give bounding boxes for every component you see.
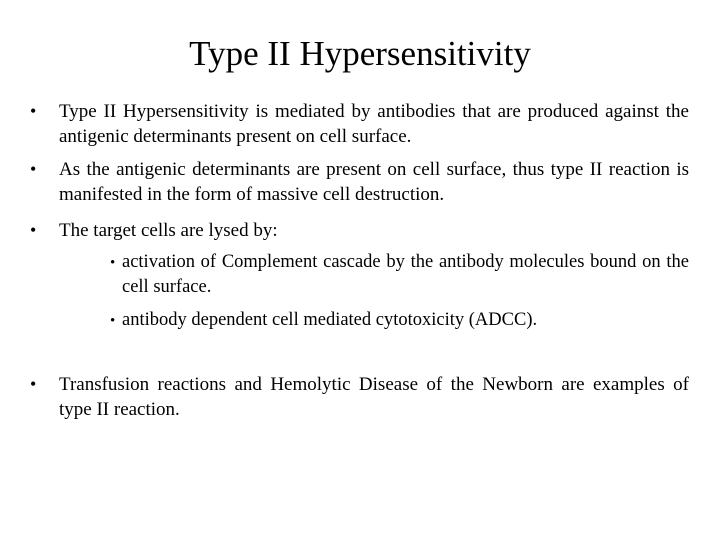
- bullet-icon: •: [110, 313, 116, 329]
- bullet-icon: •: [30, 374, 37, 394]
- bullet-icon: •: [30, 101, 37, 121]
- sub-bullet-item: [110, 308, 689, 333]
- bullet-text: The target cells are lysed by:: [59, 220, 278, 241]
- bullet-icon: •: [30, 220, 37, 240]
- bullet-item: [30, 218, 689, 243]
- bullet-icon: •: [30, 159, 37, 179]
- bullet-text: Type II Hypersensitivity is mediated by antibodies that are produced against the antigenic determinants present on cell surface.: [59, 101, 689, 147]
- bullet-item: [30, 372, 689, 422]
- bullet-item: [30, 99, 689, 149]
- bullet-text: antibody dependent cell mediated cytotoxicity (ADCC).: [122, 310, 538, 330]
- bullet-icon: •: [110, 255, 116, 271]
- bullet-text: Transfusion reactions and Hemolytic Disease of the Newborn are examples of type II reaction.: [59, 374, 689, 420]
- bullet-item: [30, 157, 689, 207]
- bullet-text: As the antigenic determinants are present on cell surface, thus type II reaction is manifested in the form of massive cell destruction.: [59, 159, 689, 205]
- slide-title: Type II Hypersensitivity: [189, 34, 531, 73]
- sub-bullet-item: [110, 250, 689, 300]
- bullet-text: activation of Complement cascade by the antibody molecules bound on the cell surface.: [122, 252, 689, 297]
